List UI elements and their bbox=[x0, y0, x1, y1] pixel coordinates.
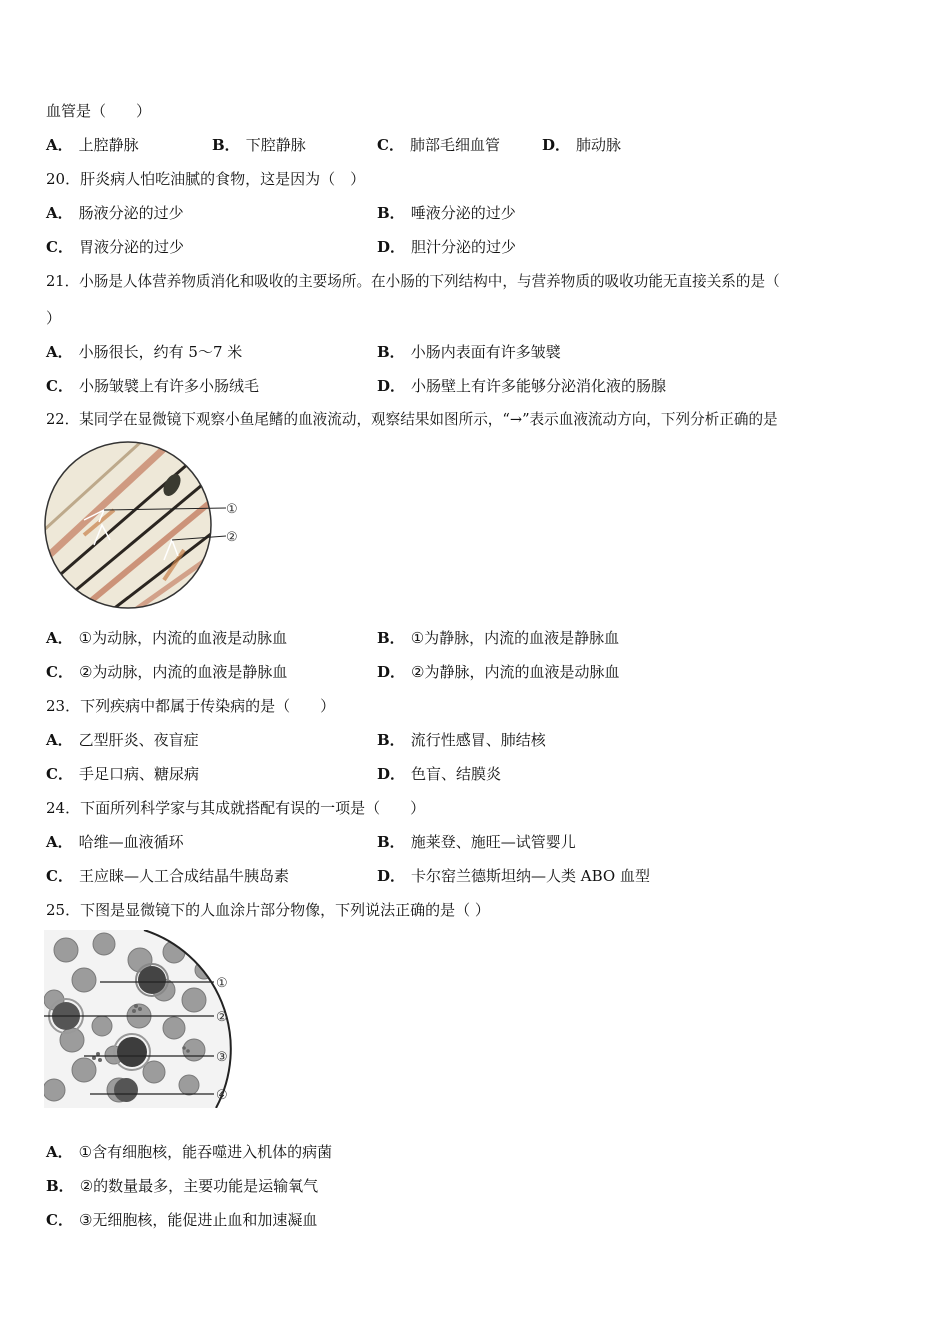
q25-label-1: ① bbox=[216, 976, 228, 991]
q21-option-c: C． 小肠皱襞上有许多小肠绒毛 bbox=[46, 377, 259, 395]
q22-option-d: D． ②为静脉，内流的血液是动脉血 bbox=[377, 663, 620, 681]
q22-option-a: A． ①为动脉，内流的血液是动脉血 bbox=[46, 629, 288, 647]
q21-option-b: B． 小肠内表面有许多皱襞 bbox=[377, 343, 561, 361]
q19-option-d: D． 肺动脉 bbox=[542, 136, 622, 154]
q25-label-4: ④ bbox=[216, 1088, 228, 1103]
q22-option-b: B． ①为静脉，内流的血液是静脉血 bbox=[377, 629, 620, 647]
q25-label-3: ③ bbox=[216, 1050, 228, 1065]
q23-option-d: D． 色盲、结膜炎 bbox=[377, 765, 502, 783]
q25-label-2: ② bbox=[216, 1010, 228, 1025]
q25-option-c: C． ③无细胞核，能促进止血和加速凝血 bbox=[46, 1211, 318, 1229]
q24-option-b: B． 施莱登、施旺—试管婴儿 bbox=[377, 833, 576, 851]
q19-option-a: A． 上腔静脉 bbox=[46, 136, 139, 154]
q20-option-c: C． 胃液分泌的过少 bbox=[46, 238, 184, 256]
q20-stem: 20．肝炎病人怕吃油腻的食物，这是因为（ ） bbox=[46, 170, 366, 188]
q21-option-a: A． 小肠很长，约有 5～7 米 bbox=[46, 343, 243, 361]
q19-option-c: C． 肺部毛细血管 bbox=[377, 136, 500, 154]
q22-label-2: ② bbox=[226, 530, 238, 545]
q19-stem-tail: 血管是（ ） bbox=[46, 102, 152, 120]
q20-option-b: B． 唾液分泌的过少 bbox=[377, 204, 516, 222]
q22-label-1: ① bbox=[226, 502, 238, 517]
q21-stem-line2: ） bbox=[46, 309, 62, 327]
fish-tail-microscope-figure bbox=[44, 440, 244, 612]
q24-option-c: C． 王应睐—人工合成结晶牛胰岛素 bbox=[46, 867, 289, 885]
q24-stem: 24．下面所列科学家与其成就搭配有误的一项是（ ） bbox=[46, 799, 426, 817]
q20-option-a: A． 肠液分泌的过少 bbox=[46, 204, 184, 222]
q24-option-d: D． 卡尔窑兰德斯坦纳—人类 ABO 血型 bbox=[377, 867, 650, 885]
q21-stem-line1: 21．小肠是人体营养物质消化和吸收的主要场所。在小肠的下列结构中，与营养物质的吸收功能无直接关系的是（ bbox=[46, 273, 780, 290]
q23-stem: 23．下列疾病中都属于传染病的是（ ） bbox=[46, 697, 336, 715]
q21-option-d: D． 小肠壁上有许多能够分泌消化液的肠腺 bbox=[377, 377, 667, 395]
q25-option-a: A． ①含有细胞核，能吞噬进入机体的病菌 bbox=[46, 1143, 333, 1161]
q23-option-a: A． 乙型肝炎、夜盲症 bbox=[46, 731, 199, 749]
q23-option-b: B． 流行性感冒、肺结核 bbox=[377, 731, 546, 749]
q25-option-b: B． ②的数量最多，主要功能是运输氧气 bbox=[46, 1177, 319, 1195]
q20-option-d: D． 胆汁分泌的过少 bbox=[377, 238, 517, 256]
blood-smear-figure bbox=[44, 930, 240, 1108]
q23-option-c: C． 手足口病、糖尿病 bbox=[46, 765, 199, 783]
q19-option-b: B． 下腔静脉 bbox=[212, 136, 306, 154]
q22-option-c: C． ②为动脉，内流的血液是静脉血 bbox=[46, 663, 288, 681]
q25-stem: 25．下图是显微镜下的人血涂片部分物像，下列说法正确的是（ ） bbox=[46, 901, 490, 919]
q22-stem: 22．某同学在显微镜下观察小鱼尾鳍的血液流动，观察结果如图所示，“→”表示血液流动方向，下列分析正确的是 bbox=[46, 411, 778, 428]
q24-option-a: A． 哈维—血液循环 bbox=[46, 833, 184, 851]
